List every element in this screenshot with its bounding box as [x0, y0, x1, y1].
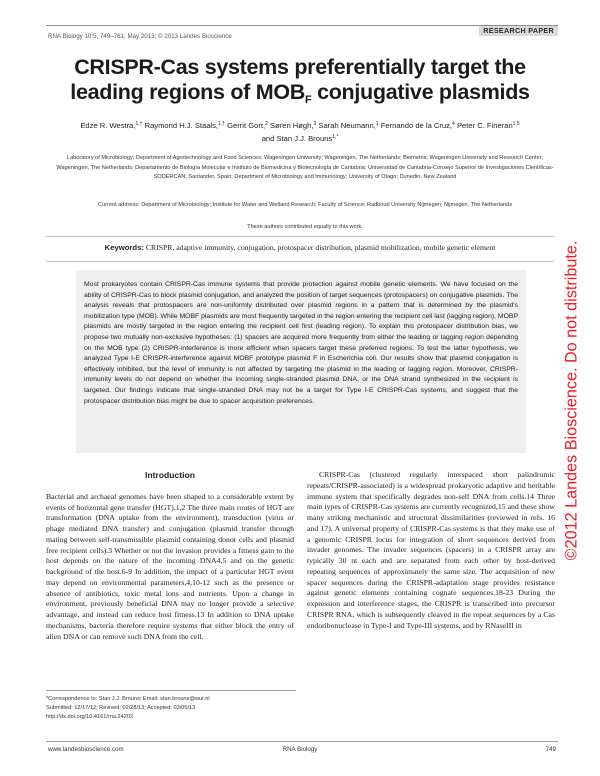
watermark-text: ©2012 Landes Bioscience. Do not distribute.	[562, 240, 581, 560]
affiliations: Laboratory of Microbiology; Department of Agrotechnology and Food Sciences; Wageningen University; Wageningen, The Netherlands; Biometris; Wageningen University and Research Center; Wageningen, The Netherlands; Departamento de Biología Molecular e Instituto de Biomedicina y Biotecnología de Cantabria; Universidad de Cantabria-Consejo Superior de Investigaciones Científicas-SODERCAN; Santander, Spain; Department of Microbiology and Immunology; University of Otago; Dunedin, New Zealand	[56, 155, 554, 181]
introduction-heading: Introduction	[144, 470, 196, 480]
author: Fernando de la Cruz,	[380, 121, 453, 130]
author: Sarah Neumann,	[318, 121, 376, 130]
abstract-box: Most prokaryotes contain CRISPR-Cas immune systems that provide protection against mobile genetic elements. We have focused on the ability of CRISPR-Cas to block plasmid conjugation, and analyzed the position of target sequences (protospacers) on conjugative plasmids. The analysis reveals that protospacers are non-uniformly distributed over plasmid regions in a pattern that is determined by the plasmid's mobilization type (MOB). While MOBF plasmids are most frequently targeted in the region entering the recipient cell last (lagging region), MOBP plasmids are mostly targeted in the region entering the recipient cell first (leading region). To explain this protospacer distribution bias, we propose two mutually non-exclusive hypotheses: (1) spacers are acquired more frequently from either the leading or lagging region depending on the MOB type (2) CRISPR-interference is more efficient when spacers target these preferred regions. To test the latter hypothesis, we analyzed Type I-E CRISPR-interference against MOBF prototype plasmid F in Escherichia coli. Our results show that plasmid conjugation is effectively inhibited, but the level of immunity is not affected by targeting the plasmid in the leading or lagging region. Moreover, CRISPR-immunity levels do not depend on whether the incoming single-stranded plasmid DNA, or the DNA strand synthesized in the recipient is targeted. Our findings indicate that single-stranded DNA may not be a target for Type I-E CRISPR-Cas systems, and suggest that the protospacer distribution bias might be due to spacer acquisition preferences.	[76, 270, 526, 453]
keywords-rule-top	[46, 236, 554, 237]
footer-website[interactable]: www.landesbioscience.com	[48, 746, 124, 753]
current-address: Current address: Department of Microbiology; Institute for Water and Wetland Research; Faculty of Science; Radboud University Nijmegen; Nijmegen, The Netherlands	[97, 202, 513, 208]
author-list: Edze R. Westra,$^{1,\dagger}$ Raymond H.J. Staals,$^{1,\dagger}$ Gerrit Gort,$^2$ Søren Høgh,$^3$ Sarah Neumann,$^1$ Fernando de la Cruz,$^4$ Peter C. Fineran$^{1,5}$ and Stan J.J. Brouns$^{1,*}$	[80, 121, 520, 143]
footer-rule	[46, 741, 558, 742]
author: Gerrit Gort,	[227, 121, 266, 130]
keywords	[46, 243, 554, 252]
doi-link[interactable]: http://dx.doi.org/10.4161/rna.24202	[46, 713, 134, 720]
title-line-2-post: conjugative plasmids	[311, 80, 530, 104]
copyright-watermark	[557, 140, 587, 660]
title-line-1: CRISPR-Cas systems preferentially target the	[74, 55, 526, 79]
keywords-list: CRISPR, adaptive immunity, conjugation, protospacer distribution, plasmid mobilization, mobile genetic element	[145, 243, 496, 252]
page-number: 749	[545, 746, 556, 753]
author: Edze R. Westra,	[80, 121, 136, 130]
footnotes	[46, 690, 296, 721]
correspondence: *Correspondence to: Stan J.J. Brouns; Email: stan.brouns@wur.nl	[46, 696, 210, 702]
author: and Stan J.J. Brouns	[261, 133, 333, 143]
journal-citation: RNA Biology 10:5, 749–761; May 2013; © 2013 Landes Bioscience	[48, 33, 232, 40]
author: Raymond H.J. Staals,	[144, 121, 219, 130]
footer-journal: RNA Biology	[282, 746, 318, 753]
crispr-paragraph: CRISPR-Cas (clustered regularly interspaced short palindromic repeats/CRISPR-associated) is a widespread prokaryotic adaptive and heritable immune system that specifically degrades non-self DNA from cells.14 Three main types of CRISPR-Cas systems are currently recognized,15 and these show many striking mechanistic and structural dissimilarities (reviewed in refs. 16 and 17). A universal property of CRISPR-Cas systems is that they make use of a genomic CRISPR locus for integration of short sequences derived from invader genomes. The invader sequences (spacers) in a CRISPR array are typically 30 nt each and are separated from each other by host-derived repeating sequences of approximately the same size. The acquisition of new spacer sequences during the CRISPR-adaptation stage provides resistance against genetic elements containing cognate sequences.18-23 During the expression and interference stages, the CRISPR is transcribed into precursor CRISPR RNA, which is subsequently cleaved in the repeat sequences by a Cas endoribonuclease in Type-I and Type-III systems, and by RNaseIII in	[307, 470, 555, 630]
article-title	[46, 55, 554, 105]
author: Søren Høgh,	[270, 121, 314, 130]
submission-dates: Submitted: 12/17/12; Revised: 02/28/13; Accepted: 03/05/13	[46, 704, 196, 711]
keywords-rule-bottom	[46, 261, 554, 262]
section-tag: RESEARCH PAPER	[479, 26, 558, 36]
left-column	[46, 470, 294, 642]
intro-paragraph: Bacterial and archaeal genomes have been shaped to a considerable extent by events of horizontal gene transfer (HGT).1,2 The three main routes of HGT are transformation (DNA uptake from the environment), transduction (virus or phage mediated DNA transfer) and conjugation (plasmid transfer through mating between self-transmissible plasmid containing donor cells and plasmid free recipient cells).3 Whether or not the invasion provides a fitness gain to the host depends on the nature of the incoming DNA4,5 and on the genetic background of the host.6-9 In addition, the impact of a particular HGT event may depend on environmental parameters,4,10-12 such as the presence or absence of antibiotics, toxic metal ions and nutrients. Upon a change in environment, previously beneficial DNA may no longer provide a selective advantage, and instead can reduce host fitness.13 In addition to DNA uptake mechanisms, bacteria therefore require systems that either block the entry of alien DNA or can remove such DNA from the cell.	[46, 491, 294, 641]
title-subscript: F	[304, 94, 312, 106]
right-column	[307, 470, 555, 631]
equal-contribution-note: These authors contributed equally to this work.	[247, 224, 363, 230]
author: Peter C. Fineran	[456, 121, 513, 130]
keywords-label: Keywords:	[104, 243, 144, 252]
title-line-2-pre: leading regions of MOB	[70, 80, 305, 104]
